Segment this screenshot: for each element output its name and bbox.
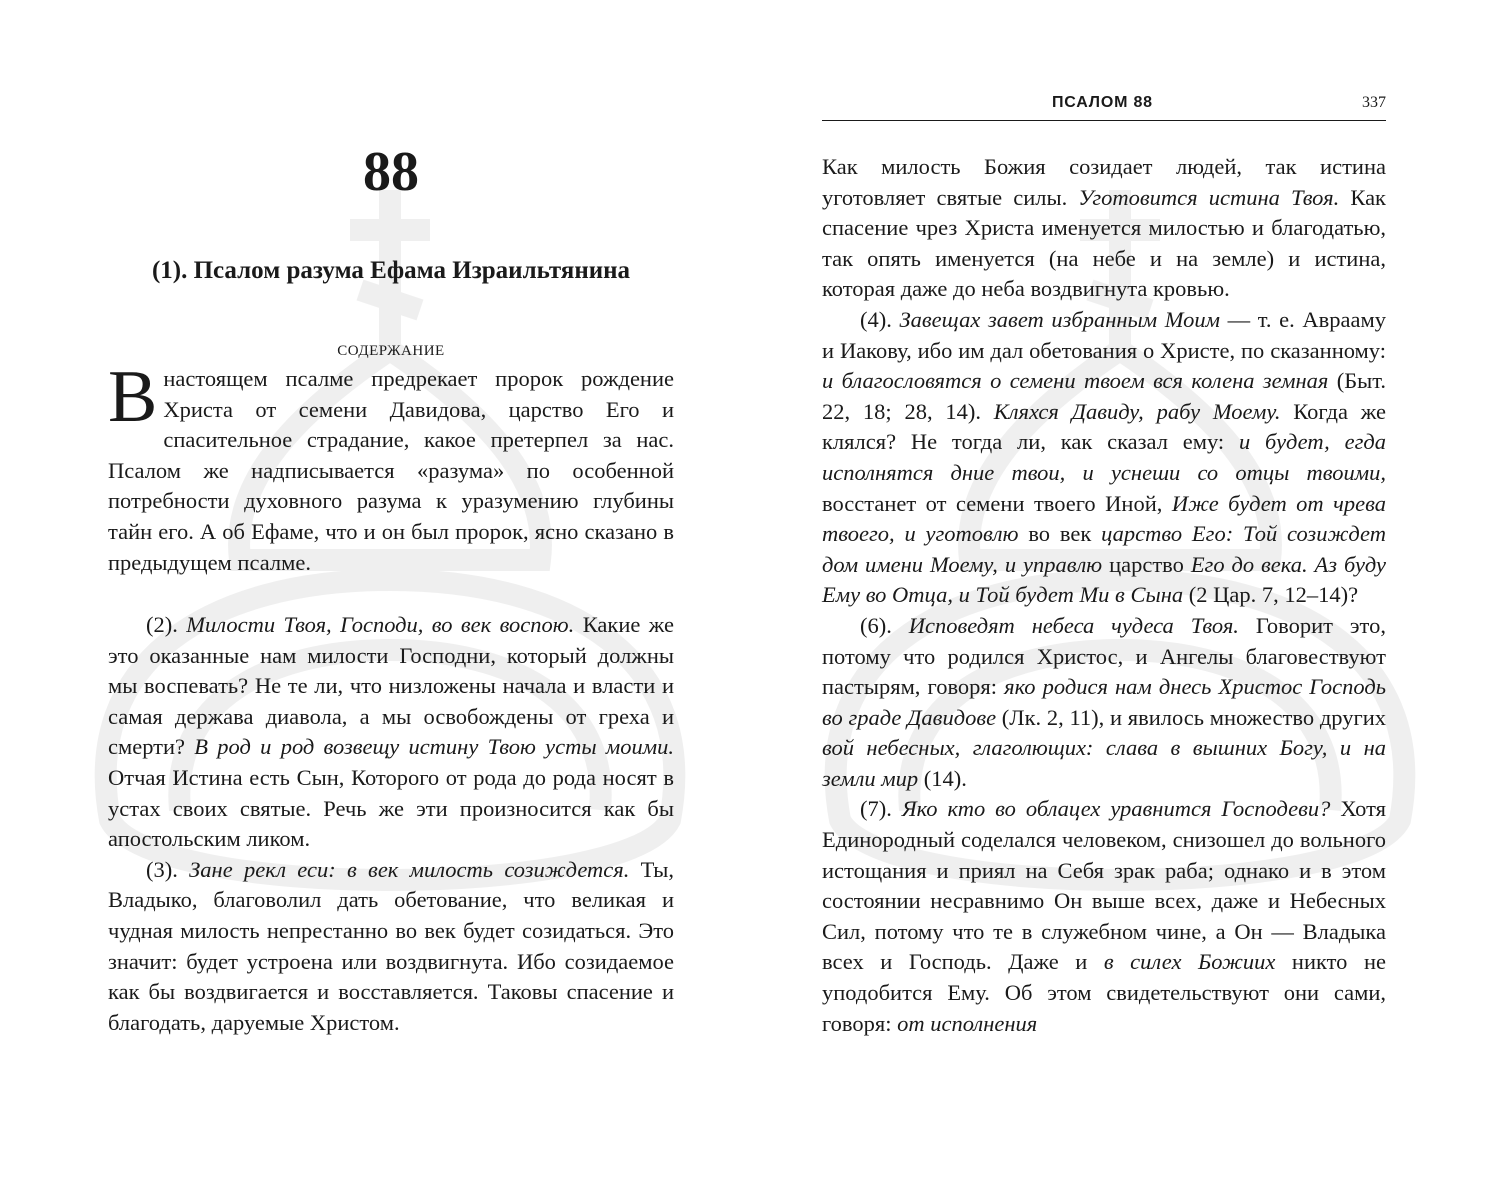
verse-quote: и благословятся о семени твоем вся колена земная [822,368,1329,394]
verse-quote: Зане рекл еси: в век милость созиждется. [189,856,630,882]
left-commentary [108,610,674,1038]
verse-quote: Исповедят небеса чудеса Твоя. [908,612,1239,638]
verse-quote: Завещах завет избранным Моим [899,306,1221,332]
verse-number: (7). [860,796,902,822]
page-number: 337 [1362,94,1386,111]
verse-number: (3). [146,856,190,882]
intro-text: настоящем псалме предрекает пророк рождение Христа от семени Давидова, царство Его и спасительное страдание, какое претерпел за нас. Псалом же надписывается «разума» по особенной потребности духовного разума к уразумению глубины тайн его. А об Ефаме, что и он был пророк, ясно сказано в предыдущем псалме. [108,366,674,575]
verse-quote: и будет, егда исполнятся дние твои, и уснеши со отцы твоими, [822,429,1386,485]
commentary-text: (Лк. 2, 11), и явилось множество других [996,704,1386,730]
verse-4-paragraph [822,305,1386,611]
verse-6-paragraph [822,611,1386,795]
drop-cap: В [108,356,158,438]
commentary-text: во век [1018,521,1102,547]
verse-quote: царство Его: Той созиждет дом имени Моему, и управлю [822,521,1386,577]
commentary-text: Как спасение чрез Христа именуется милостью и благодатью, так опять именуется (на небе и на земле) и истина, которая даже до неба воздвигнута кровью. [822,184,1386,302]
commentary-text: восстанет от семени твоего Иной, [822,490,1172,516]
commentary-text: Хотя Единородный соделался человеком, снизошел до вольного истощания и приял на Себя зрак раба; однако и в этом состоянии несравнимо Он выше всех, даже и Небесных Сил, потому что те в служебном чине, а Он — Владыка всех и Господь. Даже и [822,796,1386,975]
verse-quote: В род и род возвещу истину Твою усты моими. [194,734,674,760]
commentary-text: Как милость Божия созидает людей, так истина уготовляет святые силы. [822,154,1386,210]
commentary-text: (Быт. 22, 18; 28, 14). [822,368,1387,424]
commentary-text: Когда же клялся? Не тогда ли, как сказал ему: [822,398,1386,455]
verse-quote: Уготовится истина Твоя. [1078,184,1340,210]
verse-quote: Милости Твоя, Господи, во век воспою. [186,612,575,637]
verse-quote: от исполнения [897,1010,1038,1036]
verse-quote: Иже будет от чрева твоего, и уготовлю [822,490,1386,547]
commentary-text: Отчая Истина есть Сын, Которого от рода до рода носят в устах своих святые. Речь же эти произносится как бы апостольским ликом. [108,764,674,852]
commentary-text: никто не уподобится Ему. Об этом свидетельствуют они сами, говоря: [822,949,1386,1036]
verse-7-paragraph [822,794,1386,1039]
commentary-text: — т. е. Аврааму и Иакову, ибо им дал обетования о Христе, по сказанному: [822,306,1386,363]
verse-number: (6). [860,612,909,638]
commentary-text: Говорит это, потому что родился Христос, и Ангелы благовествуют пастырям, говоря: [822,612,1386,700]
commentary-text: Какие же это оказанные нам милости Господни, который должны мы воспевать? Не те ли, что низложены начала и власти и самая держава диавола, а мы освобождены от греха и смерти? [108,612,674,760]
right-commentary [822,152,1386,1039]
verse-quote: яко родися нам днесь Христос Господь во граде Давидове [822,674,1386,730]
commentary-text: (14). [918,765,967,791]
verse-quote: Кляхся Давиду, рабу Моему. [993,398,1281,424]
running-head [822,92,1386,121]
commentary-text: (2 Цар. 7, 12–14)? [1183,582,1359,608]
verse-number: (4). [860,306,900,332]
commentary-text: Ты, Владыко, благоволил дать обетование, что великая и чудная милость непрестанно во век будет созидаться. Это значит: будет устроена или воздвигнута. Ибо созидаемое как бы воздвигается и восставляется. Таковы спасение и благодать, даруемые Христом. [108,856,674,1035]
verse-quote: вой небесных, глаголющих: слава в вышних Богу, и на земли мир [822,735,1386,791]
psalm-title: (1). Псалом разума Ефама Израильтянина [151,257,631,284]
intro-paragraph [108,356,674,578]
verse-2-paragraph [108,610,674,855]
verse-3-paragraph [108,855,674,1039]
verse-quote: Его до века. Аз буду Ему во Отца, и Той будет Ми в Сына [822,551,1386,608]
section-label: СОДЕРЖАНИЕ [337,343,445,359]
running-head-title: ПСАЛОМ 88 [1052,94,1153,111]
psalm-number: 88 [363,141,419,203]
continued-paragraph [822,152,1386,305]
commentary-text: царство [1102,551,1191,577]
verse-number: (2). [146,612,187,637]
verse-quote: Яко кто во облацех уравнится Господеви? [901,796,1331,822]
verse-quote: в силех Божиих [1103,949,1276,975]
